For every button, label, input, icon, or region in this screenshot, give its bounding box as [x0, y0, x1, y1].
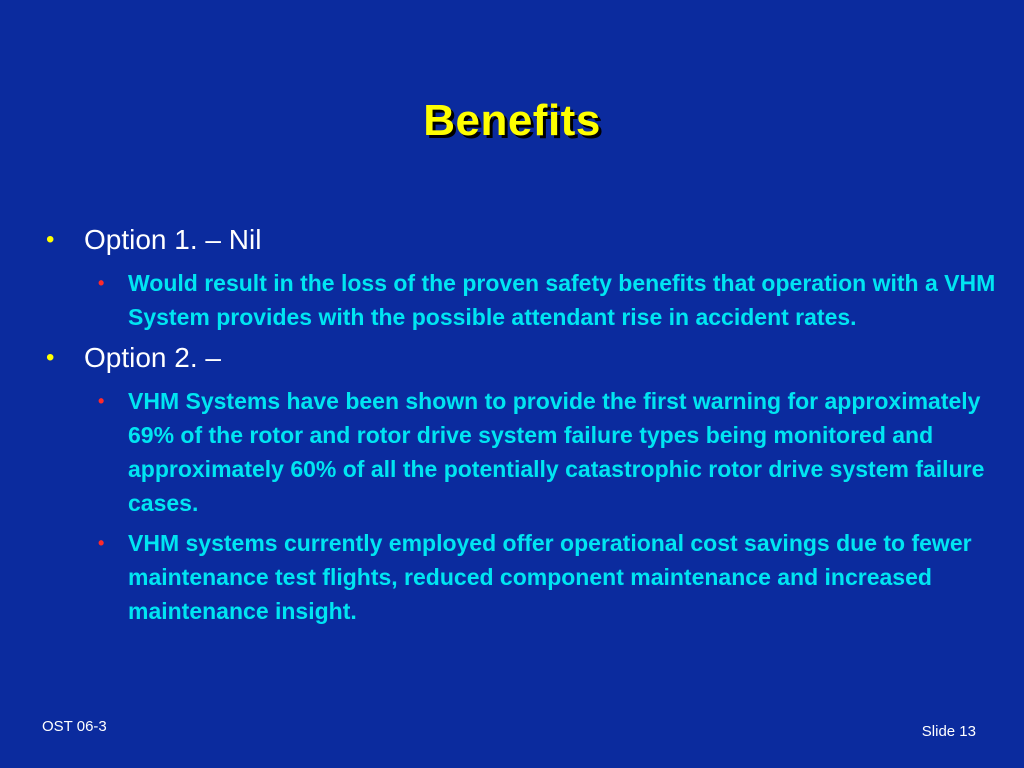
footer-course-code: OST 06-3 — [42, 718, 107, 735]
sub-bullet-option-2-1 — [84, 384, 998, 520]
bullet-option-1 — [42, 222, 1002, 258]
bullet-text: Option 2. – — [84, 342, 221, 373]
sub-bullet-text: VHM Systems have been shown to provide the first warning for approximately 69% of the rotor and rotor drive system failure types being monitored and approximately 60% of all the potentially catastrophic rotor drive system failure cases. — [128, 388, 985, 516]
bullet-icon: • — [98, 533, 105, 553]
bullet-icon: • — [98, 391, 105, 411]
bullet-icon: • — [46, 226, 55, 253]
bullet-icon: • — [98, 273, 105, 293]
bullet-icon: • — [46, 344, 55, 371]
sub-bullet-text: Would result in the loss of the proven safety benefits that operation with a VHM System provides with the possible attendant rise in accident rates. — [128, 270, 996, 330]
bullet-text: Option 1. – Nil — [84, 224, 262, 255]
sub-bullet-option-2-2 — [84, 526, 998, 628]
sub-bullet-option-1-1 — [84, 266, 998, 334]
sub-bullet-text: VHM systems currently employed offer operational cost savings due to fewer maintenance test flights, reduced component maintenance and increased maintenance insight. — [128, 530, 972, 624]
bullet-option-2 — [42, 340, 1002, 376]
footer-slide-number: Slide 13 — [921, 723, 976, 740]
slide-title: Benefits — [423, 96, 601, 145]
bullet-list — [42, 222, 1002, 634]
